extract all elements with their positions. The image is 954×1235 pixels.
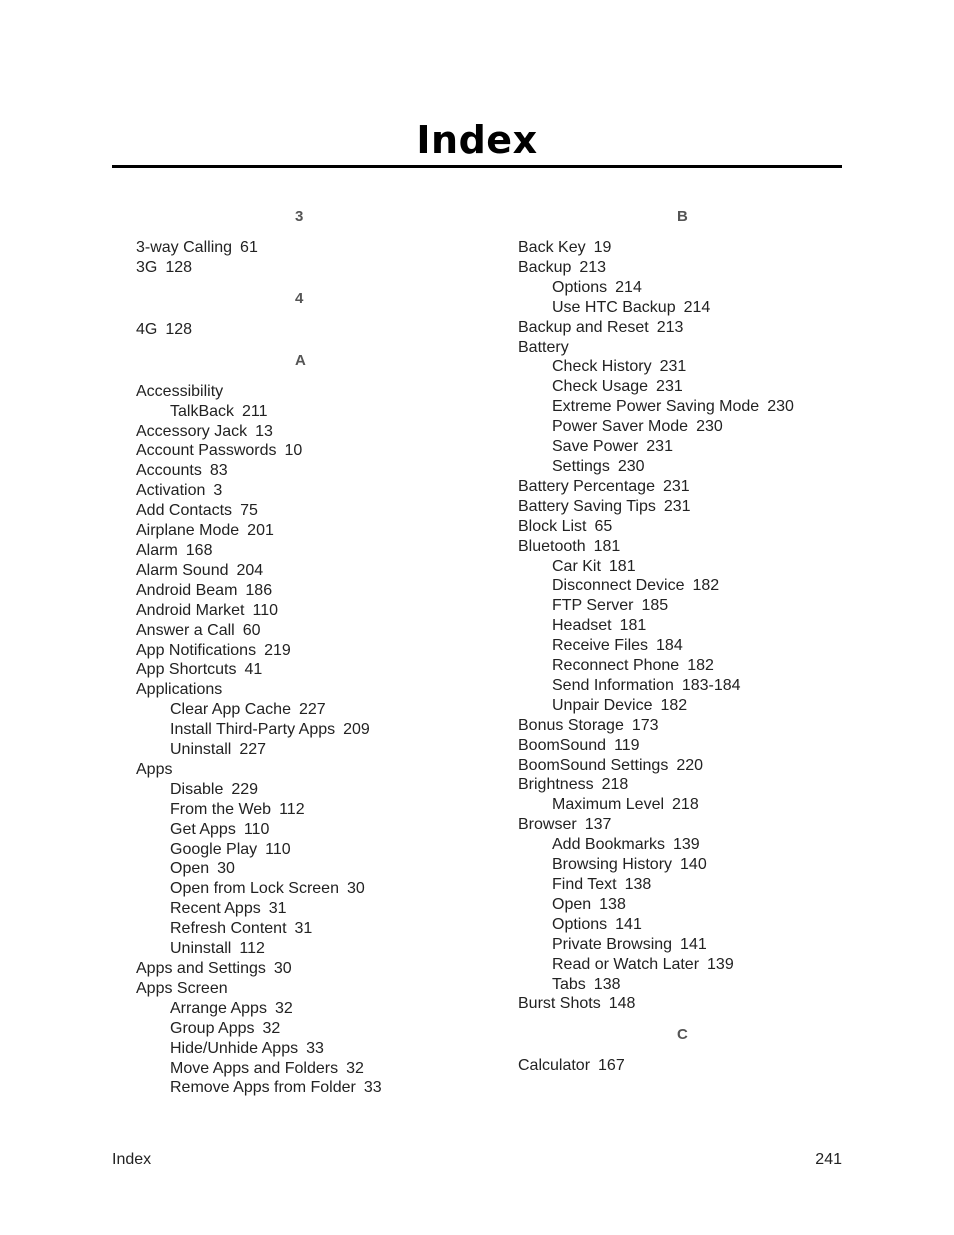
entry-page-number: 181 — [608, 557, 636, 575]
index-entry — [136, 581, 466, 601]
index-subentry — [136, 720, 466, 740]
entry-page-number: 128 — [165, 258, 193, 276]
entry-page-number: 128 — [165, 320, 193, 338]
entry-term: Check History — [552, 358, 652, 376]
entry-term: Check Usage — [552, 378, 649, 396]
index-subentry — [518, 557, 848, 577]
section-header: C — [677, 1026, 688, 1044]
index-entry — [136, 461, 466, 481]
entry-page-number: 182 — [687, 657, 714, 675]
entry-page-number: 220 — [676, 756, 704, 774]
entry-page-number: 148 — [608, 995, 636, 1013]
entry-term: Bluetooth — [518, 537, 586, 555]
index-subentry — [518, 576, 848, 596]
entry-term: Airplane Mode — [136, 522, 240, 540]
entry-term: Settings — [552, 457, 610, 475]
entry-page-number: 75 — [240, 502, 258, 520]
index-entry — [136, 641, 466, 661]
index-subentry — [518, 298, 848, 318]
entry-term: Reconnect Phone — [552, 657, 680, 675]
entry-page-number: 19 — [593, 239, 612, 256]
entry-term: Open — [170, 860, 210, 878]
index-entry — [136, 959, 466, 979]
index-entry — [518, 775, 848, 795]
entry-page-number: 173 — [631, 716, 659, 734]
entry-term: Install Third-Party Apps — [170, 721, 336, 739]
section-header: 3 — [295, 208, 304, 225]
entry-term: Use HTC Backup — [552, 298, 676, 316]
index-entry — [136, 258, 466, 278]
section-entries — [518, 238, 848, 1014]
title-rule — [112, 165, 842, 168]
entry-page-number: 112 — [279, 800, 305, 818]
entry-page-number: 182 — [692, 577, 720, 595]
index-subentry — [136, 999, 466, 1019]
entry-page-number: 184 — [656, 637, 683, 655]
index-subentry — [136, 402, 466, 422]
index-entry — [518, 338, 848, 358]
entry-page-number: 231 — [656, 378, 683, 396]
entry-term: TalkBack — [170, 402, 235, 420]
entry-page-number: 168 — [185, 541, 213, 559]
section-entries — [136, 238, 466, 278]
entry-page-number: 230 — [617, 457, 645, 475]
index-entry — [136, 621, 466, 641]
index-entry — [518, 258, 848, 278]
index-subentry — [518, 656, 848, 676]
index-subentry — [136, 820, 466, 840]
entry-term: Headset — [552, 617, 612, 635]
entry-term: Account Passwords — [136, 442, 277, 460]
entry-page-number: 30 — [346, 880, 365, 898]
entry-term: Remove Apps from Folder — [170, 1079, 356, 1097]
entry-page-number: 138 — [593, 975, 621, 993]
index-entry — [136, 521, 466, 541]
entry-page-number: 167 — [598, 1057, 625, 1075]
index-subentry — [518, 835, 848, 855]
entry-page-number: 110 — [252, 601, 279, 619]
entry-term: Maximum Level — [552, 796, 665, 814]
index-entry — [518, 238, 848, 258]
entry-term: Extreme Power Saving Mode — [552, 398, 760, 416]
index-subentry — [518, 855, 848, 875]
entry-term: Open — [552, 895, 592, 913]
index-entry — [518, 537, 848, 557]
index-subentry — [518, 915, 848, 935]
entry-term: FTP Server — [552, 597, 634, 615]
entry-page-number: 211 — [242, 402, 268, 420]
index-subentry — [518, 795, 848, 815]
entry-page-number: 231 — [663, 497, 691, 515]
index-subentry — [518, 616, 848, 636]
entry-page-number: 186 — [245, 581, 273, 599]
entry-page-number: 41 — [244, 661, 263, 679]
entry-term: Accessibility — [136, 382, 224, 400]
entry-term: Add Contacts — [136, 502, 233, 520]
index-entry — [136, 501, 466, 521]
entry-page-number: 231 — [659, 358, 687, 376]
entry-page-number: 110 — [243, 820, 270, 838]
index-subentry — [518, 357, 848, 377]
entry-page-number: 138 — [599, 895, 626, 913]
section-header: A — [295, 351, 306, 369]
index-subentry — [518, 935, 848, 955]
entry-page-number: 32 — [274, 999, 293, 1017]
entry-term: Android Market — [136, 601, 245, 619]
section-entries — [518, 1056, 848, 1076]
entry-term: Battery Percentage — [518, 477, 655, 495]
entry-term: BoomSound — [518, 736, 607, 754]
entry-page-number: 231 — [662, 477, 690, 495]
entry-term: Backup — [518, 258, 572, 276]
index-subentry — [136, 939, 466, 959]
entry-page-number: 213 — [656, 318, 684, 336]
entry-term: Options — [552, 278, 608, 296]
index-subentry — [136, 800, 466, 820]
index-subentry — [518, 696, 848, 716]
index-entry — [136, 481, 466, 501]
index-subentry — [518, 875, 848, 895]
entry-page-number: 214 — [615, 278, 642, 296]
index-entry — [136, 680, 466, 700]
entry-term: Apps and Settings — [136, 960, 266, 977]
entry-term: 4G — [136, 320, 158, 338]
entry-term: Recent Apps — [170, 900, 261, 918]
entry-term: Open from Lock Screen — [170, 880, 339, 898]
index-subentry — [518, 895, 848, 915]
index-entry — [136, 979, 466, 999]
index-subentry — [518, 397, 848, 417]
index-entry — [136, 320, 466, 340]
entry-term: App Shortcuts — [136, 661, 237, 679]
entry-page-number: 213 — [579, 258, 607, 276]
entry-page-number: 139 — [707, 955, 734, 973]
entry-page-number: 181 — [593, 537, 621, 555]
index-subentry — [518, 278, 848, 298]
entry-term: Answer a Call — [136, 621, 235, 639]
index-entry — [136, 441, 466, 461]
entry-page-number: 230 — [696, 418, 723, 436]
entry-page-number: 139 — [672, 836, 700, 854]
entry-page-number: 60 — [242, 621, 261, 639]
entry-page-number: 30 — [217, 860, 235, 878]
index-entry — [518, 756, 848, 776]
entry-term: Apps — [136, 760, 173, 778]
entry-term: Accounts — [136, 462, 202, 480]
entry-term: Power Saver Mode — [552, 418, 689, 436]
entry-term: App Notifications — [136, 641, 257, 659]
index-subentry — [136, 919, 466, 939]
entry-term: Bonus Storage — [518, 716, 624, 734]
entry-term: Receive Files — [552, 637, 649, 655]
entry-page-number: 140 — [680, 856, 707, 874]
index-entry — [518, 477, 848, 497]
entry-page-number: 181 — [619, 617, 647, 635]
entry-page-number: 65 — [594, 517, 613, 535]
entry-page-number: 214 — [683, 298, 711, 316]
entry-page-number: 201 — [247, 522, 274, 540]
entry-page-number: 141 — [615, 915, 642, 933]
index-entry — [518, 497, 848, 517]
entry-page-number: 83 — [209, 462, 228, 480]
entry-page-number: 141 — [680, 935, 707, 953]
entry-term: Uninstall — [170, 741, 232, 759]
entry-term: Read or Watch Later — [552, 955, 700, 973]
entry-term: Android Beam — [136, 581, 238, 599]
entry-page-number: 231 — [646, 438, 673, 456]
index-entry — [136, 238, 466, 258]
entry-term: Options — [552, 915, 608, 933]
entry-page-number: 30 — [273, 960, 292, 977]
entry-term: BoomSound Settings — [518, 756, 669, 774]
entry-page-number: 32 — [346, 1059, 364, 1077]
entry-term: Uninstall — [170, 940, 232, 958]
index-entry — [518, 736, 848, 756]
entry-term: Refresh Content — [170, 920, 287, 938]
index-subentry — [518, 457, 848, 477]
entry-term: Group Apps — [170, 1019, 255, 1037]
index-subentry — [518, 975, 848, 995]
entry-page-number: 229 — [231, 780, 259, 798]
entry-term: Save Power — [552, 438, 639, 456]
entry-page-number: 185 — [641, 597, 669, 615]
index-subentry — [518, 596, 848, 616]
index-subentry — [136, 879, 466, 899]
entry-term: Move Apps and Folders — [170, 1059, 339, 1077]
entry-term: Disable — [170, 780, 224, 798]
entry-term: Tabs — [552, 975, 586, 993]
entry-page-number: 119 — [614, 736, 640, 754]
index-subentry — [518, 676, 848, 696]
index-subentry — [136, 740, 466, 760]
entry-term: Calculator — [518, 1057, 591, 1075]
index-subentry — [136, 1059, 466, 1079]
index-entry — [136, 601, 466, 621]
index-entry — [136, 541, 466, 561]
index-column-left — [136, 204, 466, 1106]
entry-term: Send Information — [552, 676, 674, 694]
entry-term: Applications — [136, 681, 223, 699]
entry-page-number: 227 — [239, 741, 267, 759]
entry-term: Backup and Reset — [518, 318, 649, 336]
index-entry — [518, 994, 848, 1014]
entry-page-number: 218 — [601, 776, 629, 794]
entry-term: Private Browsing — [552, 935, 673, 953]
page-title: Index — [416, 118, 538, 162]
entry-term: Add Bookmarks — [552, 836, 665, 854]
section-header: B — [677, 208, 688, 225]
index-entry — [136, 382, 466, 402]
entry-page-number: 33 — [306, 1039, 324, 1057]
section-entries — [136, 382, 466, 1099]
entry-term: 3-way Calling — [136, 239, 233, 256]
index-entry — [518, 318, 848, 338]
entry-term: Back Key — [518, 239, 586, 256]
entry-term: Battery Saving Tips — [518, 497, 656, 515]
entry-term: Browser — [518, 816, 577, 834]
entry-term: Unpair Device — [552, 696, 653, 714]
entry-page-number: 183-184 — [681, 676, 741, 694]
footer-page-number: 241 — [815, 1151, 842, 1168]
entry-term: Hide/Unhide Apps — [170, 1039, 299, 1057]
entry-term: From the Web — [170, 800, 272, 818]
entry-term: Block List — [518, 517, 587, 535]
index-entry — [518, 815, 848, 835]
entry-page-number: 33 — [363, 1079, 382, 1097]
index-subentry — [518, 417, 848, 437]
entry-page-number: 204 — [236, 561, 264, 579]
entry-page-number: 3 — [213, 482, 223, 500]
entry-term: Browsing History — [552, 856, 673, 874]
index-entry — [518, 1056, 848, 1076]
section-entries — [136, 320, 466, 340]
entry-page-number: 182 — [660, 696, 688, 714]
index-subentry — [136, 1078, 466, 1098]
entry-term: Activation — [136, 482, 206, 500]
entry-page-number: 218 — [672, 796, 699, 814]
entry-term: 3G — [136, 258, 158, 276]
index-entry — [136, 561, 466, 581]
entry-page-number: 110 — [265, 840, 291, 858]
entry-term: Alarm — [136, 541, 178, 559]
footer-section-label: Index — [112, 1151, 152, 1168]
entry-term: Burst Shots — [518, 995, 601, 1013]
entry-term: Google Play — [170, 840, 258, 858]
index-entry — [136, 422, 466, 442]
index-subentry — [136, 840, 466, 860]
entry-term: Battery — [518, 338, 569, 356]
index-entry — [136, 660, 466, 680]
index-entry — [518, 517, 848, 537]
index-subentry — [518, 955, 848, 975]
entry-page-number: 112 — [239, 940, 265, 958]
section-header: 4 — [295, 289, 304, 307]
index-subentry — [518, 437, 848, 457]
index-column-right — [518, 204, 848, 1084]
entry-term: Accessory Jack — [136, 422, 248, 440]
index-subentry — [136, 899, 466, 919]
entry-page-number: 227 — [298, 701, 326, 719]
entry-page-number: 230 — [767, 398, 794, 416]
index-entry — [136, 760, 466, 780]
entry-term: Apps Screen — [136, 979, 228, 997]
entry-term: Arrange Apps — [170, 999, 267, 1017]
entry-page-number: 209 — [343, 721, 370, 739]
entry-page-number: 31 — [268, 900, 287, 918]
index-subentry — [518, 636, 848, 656]
entry-term: Find Text — [552, 876, 617, 893]
entry-page-number: 32 — [262, 1019, 281, 1037]
index-subentry — [136, 780, 466, 800]
index-subentry — [136, 1039, 466, 1059]
entry-term: Alarm Sound — [136, 561, 229, 579]
entry-term: Disconnect Device — [552, 577, 685, 595]
entry-page-number: 10 — [284, 442, 303, 460]
index-subentry — [518, 377, 848, 397]
index-subentry — [136, 1019, 466, 1039]
entry-page-number: 61 — [240, 239, 258, 256]
entry-page-number: 137 — [584, 816, 612, 834]
entry-page-number: 31 — [294, 920, 313, 938]
entry-term: Brightness — [518, 776, 594, 794]
entry-page-number: 13 — [255, 422, 273, 440]
index-entry — [518, 716, 848, 736]
index-subentry — [136, 700, 466, 720]
entry-term: Clear App Cache — [170, 701, 291, 719]
entry-term: Car Kit — [552, 557, 601, 575]
entry-page-number: 138 — [624, 876, 652, 893]
index-subentry — [136, 859, 466, 879]
entry-page-number: 219 — [264, 641, 291, 659]
entry-term: Get Apps — [170, 820, 236, 838]
